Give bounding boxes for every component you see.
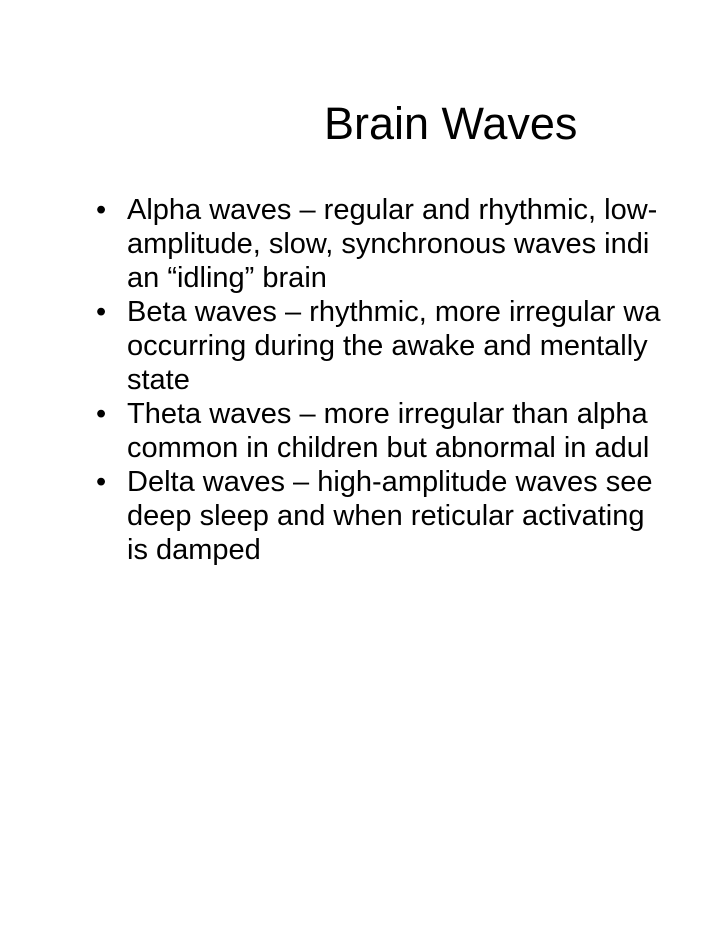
bullet-item-alpha: [0, 193, 728, 295]
bullet-icon: •: [96, 398, 107, 430]
bullet-item-theta: [0, 397, 728, 465]
bullet-text-line: Theta waves – more irregular than alpha: [127, 398, 648, 430]
bullet-text-line: Alpha waves – regular and rhythmic, low-: [127, 194, 658, 226]
bullet-icon: •: [96, 466, 107, 498]
bullet-text-line: an “idling” brain: [127, 262, 327, 294]
bullet-text-line: occurring during the awake and mentally: [127, 330, 648, 362]
bullet-text-line: deep sleep and when reticular activating: [127, 500, 645, 532]
bullet-list: [0, 193, 728, 567]
bullet-item-beta: [0, 295, 728, 397]
bullet-text-line: Beta waves – rhythmic, more irregular wa: [127, 296, 661, 328]
bullet-icon: •: [96, 296, 107, 328]
bullet-text-line: amplitude, slow, synchronous waves indi: [127, 228, 650, 260]
slide-title: Brain Waves: [324, 98, 578, 149]
bullet-item-delta: [0, 465, 728, 567]
bullet-text-line: Delta waves – high-amplitude waves see: [127, 466, 653, 498]
bullet-text-line: common in children but abnormal in adul: [127, 432, 650, 464]
bullet-text-line: state: [127, 364, 190, 396]
bullet-text-line: is damped: [127, 534, 261, 566]
bullet-icon: •: [96, 194, 107, 226]
